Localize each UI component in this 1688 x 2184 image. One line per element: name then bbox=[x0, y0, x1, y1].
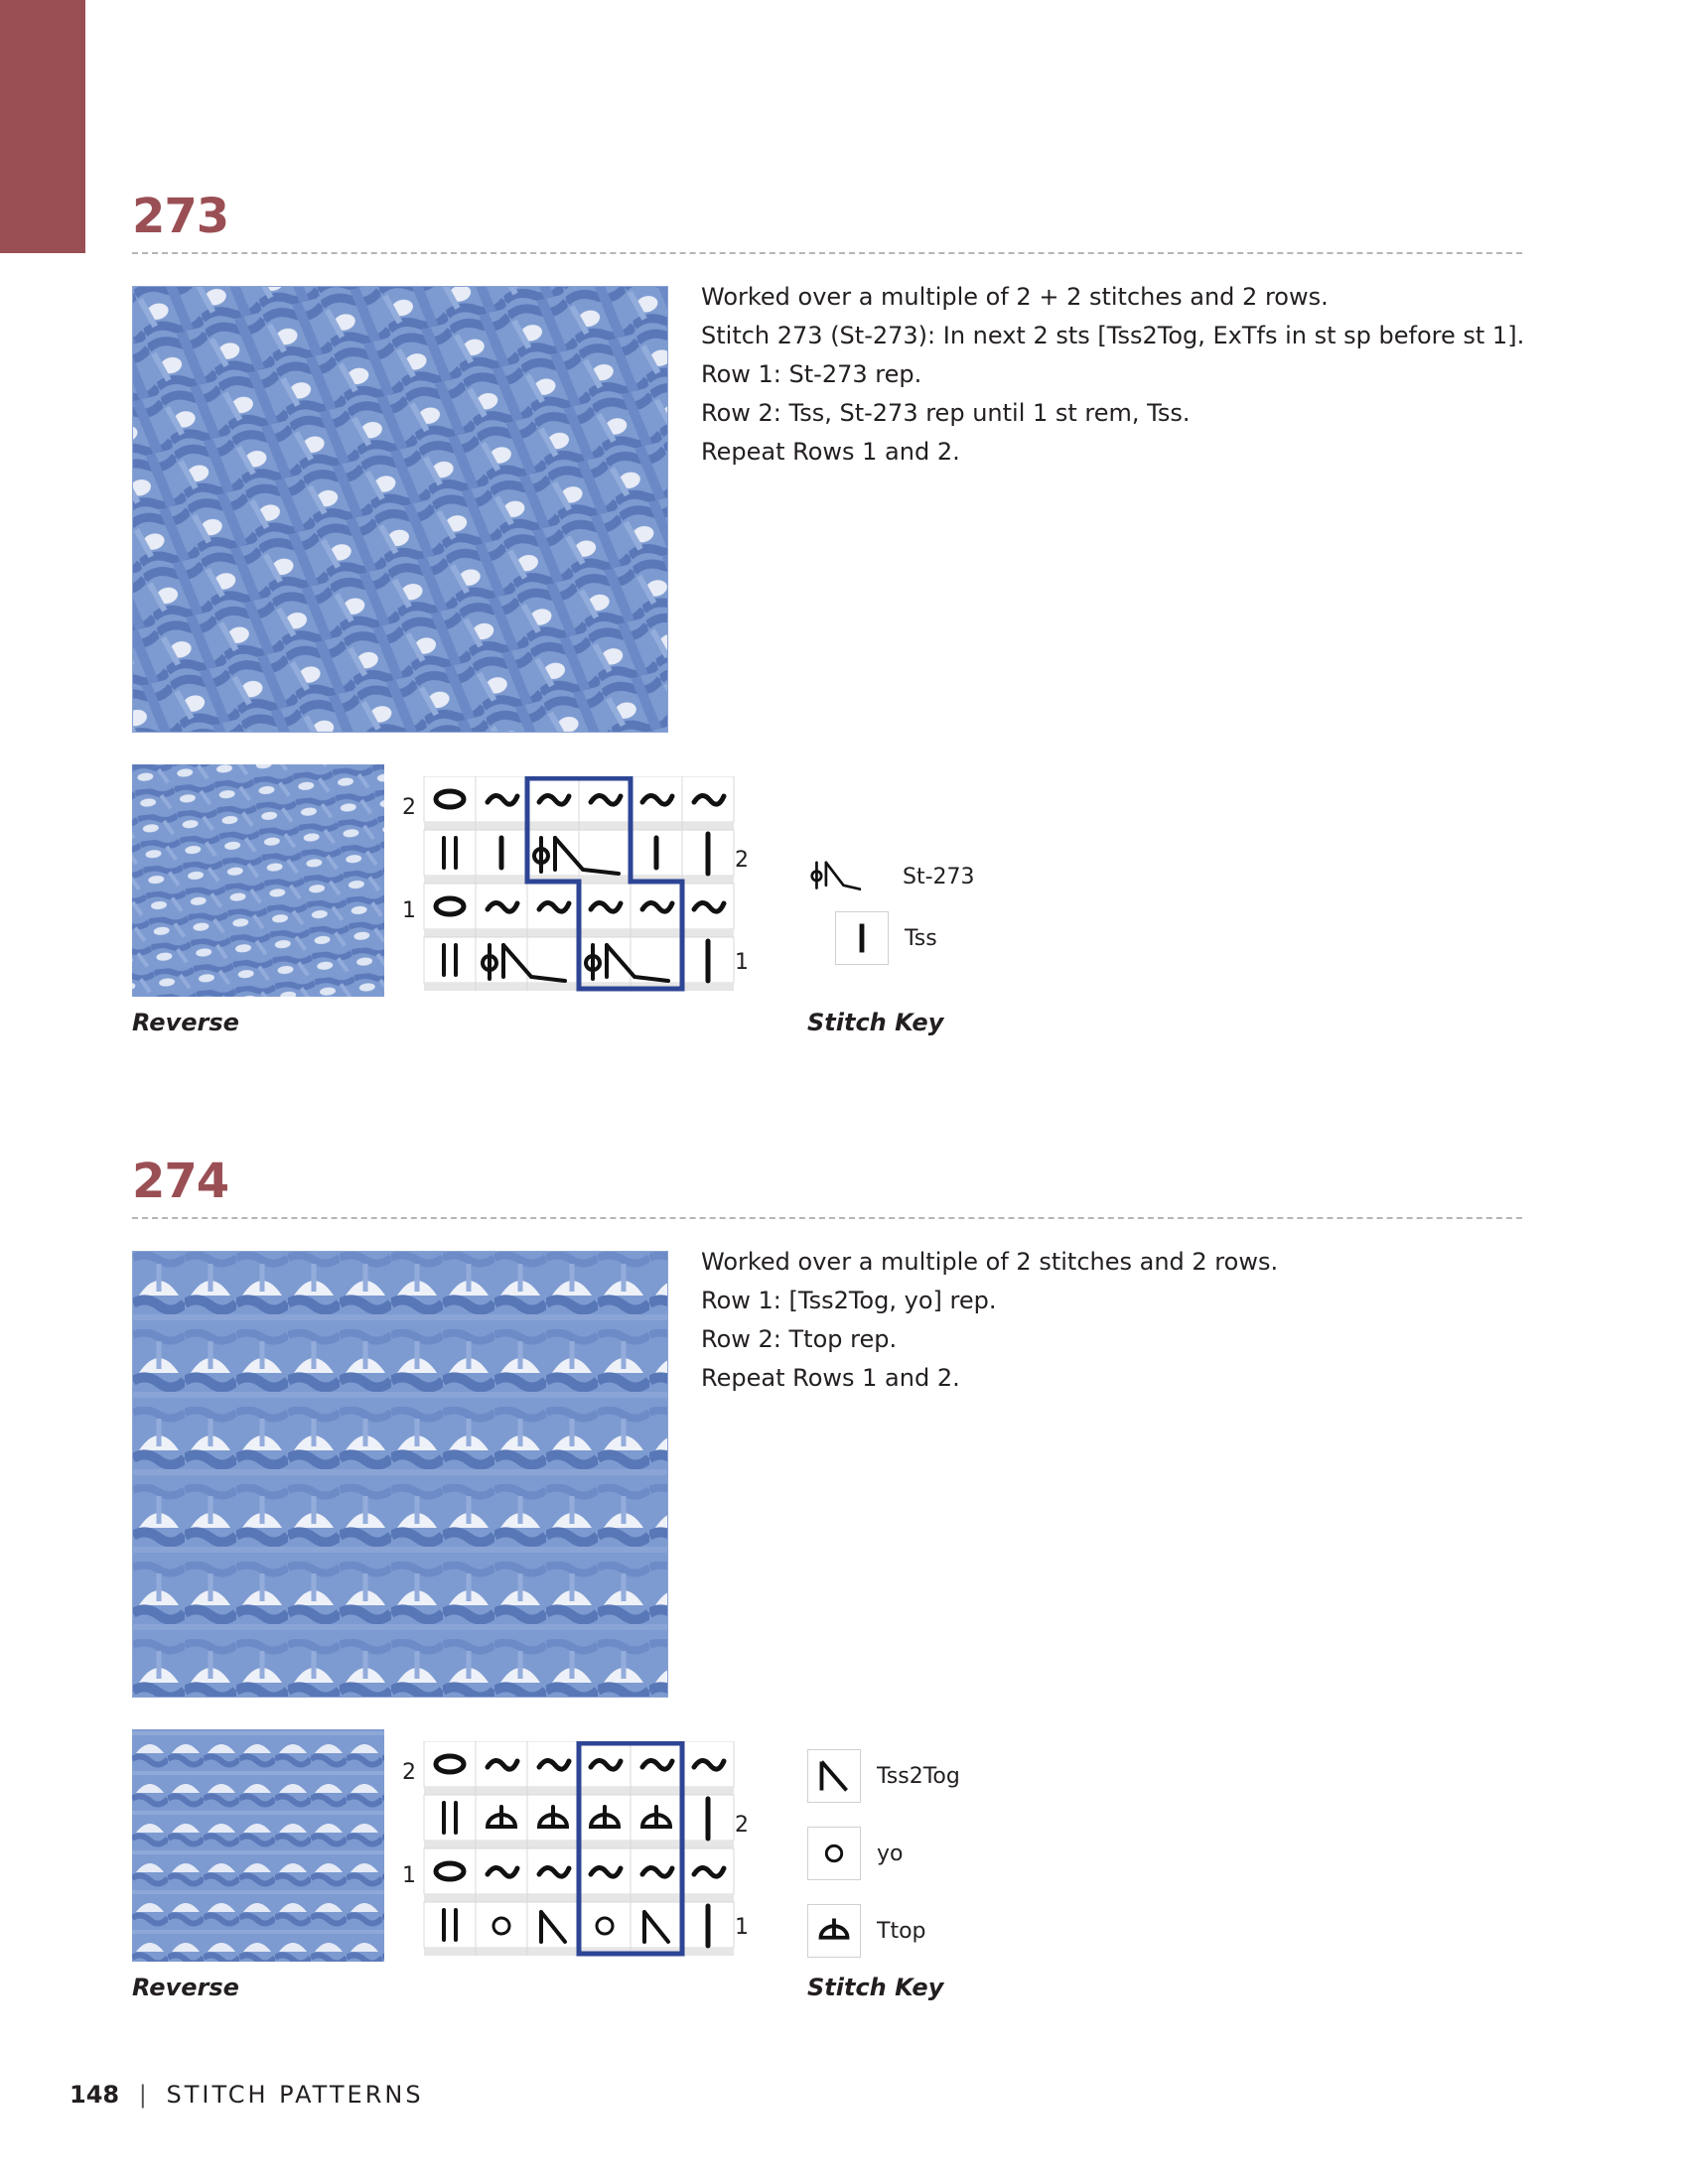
key-item bbox=[807, 1749, 960, 1803]
stitch-key-label: Stitch Key bbox=[807, 1974, 944, 2001]
pattern-273-section bbox=[132, 189, 1525, 1042]
key-text: Tss2Tog bbox=[877, 1763, 960, 1789]
pattern-instructions bbox=[701, 278, 1525, 472]
page-footer bbox=[70, 2081, 424, 2109]
dashed-divider bbox=[132, 252, 1522, 254]
row-label-right: 1 bbox=[735, 1915, 749, 1940]
chapter-tab bbox=[0, 0, 85, 253]
page-number: 148 bbox=[70, 2081, 120, 2109]
instruction-line: Worked over a multiple of 2 + 2 stitches and 2 rows. bbox=[701, 283, 1329, 311]
pattern-instructions bbox=[701, 1243, 1515, 1398]
instruction-line: Repeat Rows 1 and 2. bbox=[701, 438, 960, 466]
key-item bbox=[807, 850, 975, 903]
section-title: STITCH PATTERNS bbox=[166, 2081, 424, 2109]
row-label-left: 2 bbox=[402, 795, 416, 820]
stitch-key-label: Stitch Key bbox=[807, 1009, 944, 1036]
key-text: Tss bbox=[905, 925, 937, 951]
reverse-label: Reverse bbox=[132, 1009, 239, 1036]
instruction-line: Worked over a multiple of 2 stitches and 2 rows. bbox=[701, 1248, 1279, 1276]
swatch-photo-reverse bbox=[132, 1729, 384, 1962]
instruction-line: Row 1: [Tss2Tog, yo] rep. bbox=[701, 1287, 997, 1314]
swatch-photo-front bbox=[132, 1251, 668, 1698]
key-item bbox=[835, 911, 937, 965]
pattern-number: 273 bbox=[132, 189, 229, 244]
pattern-number: 274 bbox=[132, 1154, 229, 1209]
row-label-right: 2 bbox=[735, 1813, 749, 1838]
row-label-left: 1 bbox=[402, 898, 416, 923]
row-label-left: 2 bbox=[402, 1760, 416, 1785]
row-label-right: 1 bbox=[735, 950, 749, 975]
swatch-photo-front bbox=[132, 286, 668, 733]
yo-icon bbox=[807, 1827, 861, 1880]
instruction-line: Row 2: Tss, St-273 rep until 1 st rem, Tss. bbox=[701, 399, 1191, 427]
instruction-line: Stitch 273 (St-273): In next 2 sts [Tss2Tog, ExTfs in st sp before st 1]. bbox=[701, 322, 1525, 349]
row-label-left: 1 bbox=[402, 1863, 416, 1888]
dashed-divider bbox=[132, 1217, 1522, 1219]
key-text: yo bbox=[877, 1841, 904, 1866]
key-text: St-273 bbox=[903, 864, 975, 889]
key-item bbox=[807, 1827, 903, 1880]
ttop-icon bbox=[807, 1904, 861, 1958]
st-273-icon bbox=[807, 850, 861, 903]
instruction-line: Repeat Rows 1 and 2. bbox=[701, 1364, 960, 1392]
instruction-line: Row 1: St-273 rep. bbox=[701, 360, 922, 388]
row-label-right: 2 bbox=[735, 848, 749, 873]
stitch-key bbox=[807, 1749, 1204, 1987]
tss-icon bbox=[835, 911, 889, 965]
tss2tog-icon bbox=[807, 1749, 861, 1803]
swatch-photo-reverse bbox=[132, 764, 384, 997]
footer-separator: | bbox=[138, 2081, 147, 2109]
instruction-line: Row 2: Ttop rep. bbox=[701, 1325, 898, 1353]
key-item bbox=[807, 1904, 926, 1958]
pattern-274-section bbox=[132, 1154, 1522, 2007]
stitch-key bbox=[807, 784, 1204, 1023]
reverse-label: Reverse bbox=[132, 1974, 239, 2001]
key-text: Ttop bbox=[877, 1918, 926, 1944]
